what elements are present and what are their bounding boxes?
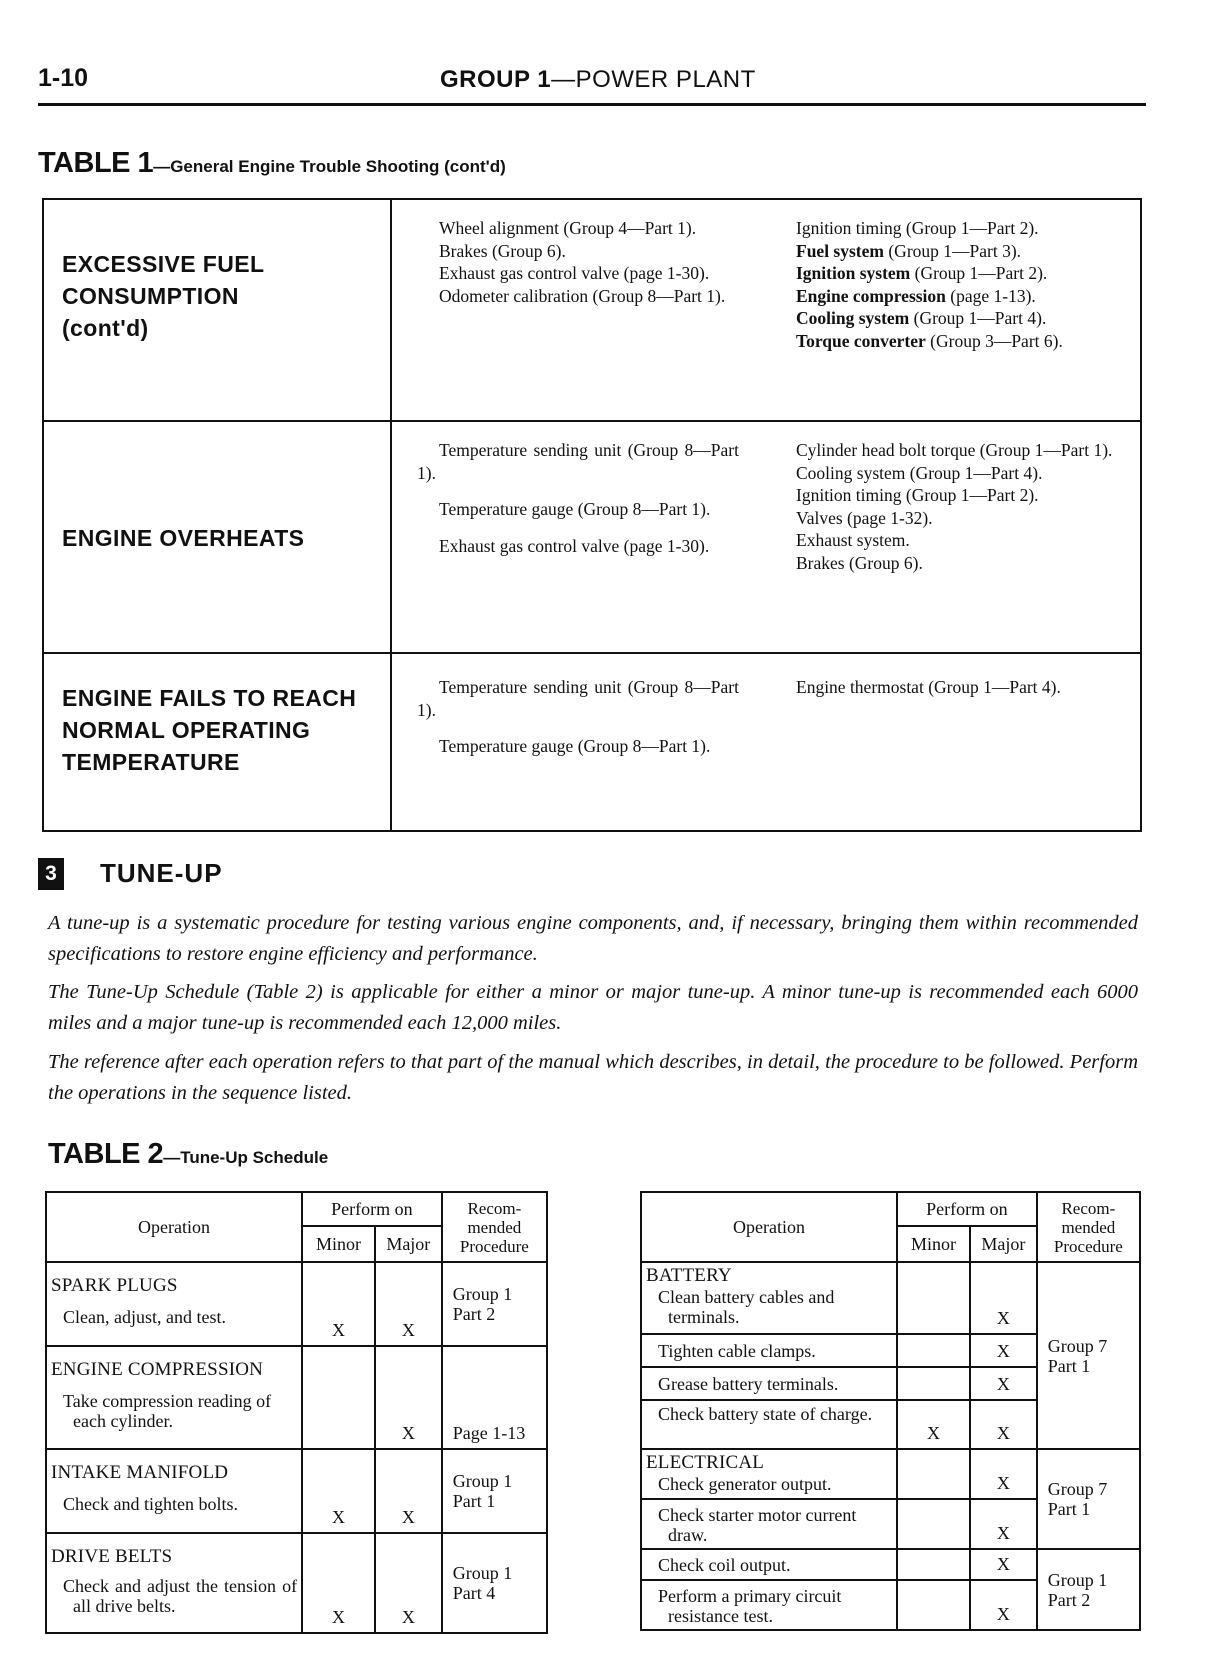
operation-cell: BATTERY Clean battery cables and terminals. <box>641 1262 897 1334</box>
operation-cell: Tighten cable clamps. <box>641 1334 897 1367</box>
operation-header: Operation <box>46 1192 302 1262</box>
table1-caption-number: TABLE 1 <box>38 147 154 179</box>
cause-item: Brakes (Group 6). <box>439 240 566 261</box>
cause-item: Cylinder head bolt torque (Group 1—Part 1). <box>796 440 1113 460</box>
procedure-cell: Group 7 Part 1 <box>1037 1449 1140 1549</box>
major-mark: X <box>970 1400 1037 1449</box>
major-mark: X <box>970 1449 1037 1499</box>
table-row <box>641 1549 1140 1580</box>
table2-caption-title: —Tune-Up Schedule <box>163 1148 329 1167</box>
minor-header: Minor <box>302 1226 375 1262</box>
tune-up-table-right <box>640 1191 1141 1631</box>
procedure-cell: Group 7 Part 1 <box>1037 1262 1140 1449</box>
operation-cell: ENGINE COMPRESSION Take compression reading of each cylinder. <box>46 1346 302 1449</box>
cause-item: Engine thermostat (Group 1—Part 4). <box>796 677 1061 697</box>
major-mark: X <box>970 1580 1037 1630</box>
causes-column-1 <box>417 676 739 758</box>
major-mark: X <box>970 1499 1037 1549</box>
tune-up-table-left <box>45 1191 548 1634</box>
procedure-cell: Group 1 Part 2 <box>1037 1549 1140 1630</box>
cause-item: Valves (page 1-32). <box>796 507 933 528</box>
intro-paragraph: A tune-up is a systematic procedure for testing various engine components, and, if necessary, bringing them within recommended specifications to restore engine efficiency and performance. <box>48 912 1138 965</box>
procedure-header: Recom- mended Procedure <box>1037 1192 1140 1262</box>
cause-item: Temperature gauge (Group 8—Part 1). <box>439 499 711 519</box>
group-label: GROUP 1 <box>440 66 552 93</box>
table-row <box>46 1533 547 1633</box>
operation-cell: Check battery state of charge. <box>641 1400 897 1449</box>
major-header: Major <box>970 1226 1037 1262</box>
procedure-cell: Group 1 Part 2 <box>442 1262 547 1346</box>
operation-cell: ELECTRICAL Check generator output. <box>641 1449 897 1499</box>
cause-item: Cooling system (Group 1—Part 4). <box>796 462 1043 483</box>
major-mark: X <box>970 1334 1037 1367</box>
condition-label: ENGINE OVERHEATS <box>62 525 305 551</box>
operation-cell: Grease battery terminals. <box>641 1367 897 1400</box>
reference-paragraph: The reference after each operation refers to that part of the manual which describes, in detail, the procedure to be followed. Perform the operations in the sequence listed. <box>48 1051 1138 1104</box>
condition-cell <box>44 200 392 420</box>
cause-item: Engine compression (page 1-13). <box>796 285 1036 306</box>
procedure-cell: Group 1 Part 4 <box>442 1533 547 1633</box>
table-row <box>46 1346 547 1449</box>
major-mark: X <box>375 1346 442 1449</box>
condition-cell <box>44 654 392 830</box>
major-mark: X <box>970 1262 1037 1334</box>
cause-item: Temperature sending unit (Group 8—Part 1). <box>417 440 739 483</box>
table1-caption-title: —General Engine Trouble Shooting (cont'd) <box>153 157 506 176</box>
cause-item: Ignition system (Group 1—Part 2). <box>796 263 1048 283</box>
page-number: 1-10 <box>38 64 89 92</box>
condition-label: ENGINE FAILS TO REACH NORMAL OPERATING TEMPERATURE <box>62 685 357 775</box>
section-number-badge: 3 <box>38 858 64 890</box>
procedure-header: Recom- mended Procedure <box>442 1192 547 1262</box>
table-row <box>44 200 1140 422</box>
cause-item: Wheel alignment (Group 4—Part 1). <box>439 218 697 238</box>
cause-item: Odometer calibration (Group 8—Part 1). <box>439 285 726 306</box>
cause-item: Fuel system (Group 1—Part 3). <box>796 240 1022 261</box>
minor-mark <box>897 1580 970 1630</box>
table-row <box>46 1449 547 1533</box>
schedule-paragraph: The Tune-Up Schedule (Table 2) is applicable for either a minor or major tune-up. A minor tune-up is recommended each 6000 miles and a major tune-up is recommended each 12,000 miles. <box>48 981 1138 1034</box>
group-name: —POWER PLANT <box>551 66 756 93</box>
major-mark: X <box>375 1449 442 1533</box>
minor-mark: X <box>302 1449 375 1533</box>
major-header: Major <box>375 1226 442 1262</box>
minor-mark <box>897 1499 970 1549</box>
cause-item: Exhaust gas control valve (page 1-30). <box>439 535 710 556</box>
cause-item: Temperature sending unit (Group 8—Part 1). <box>417 677 739 720</box>
operation-cell: INTAKE MANIFOLD Check and tighten bolts. <box>46 1449 302 1533</box>
major-mark: X <box>970 1549 1037 1580</box>
causes-column-2 <box>774 676 1114 699</box>
minor-mark: X <box>897 1400 970 1449</box>
cause-item: Exhaust system. <box>796 530 910 550</box>
operation-cell: SPARK PLUGS Clean, adjust, and test. <box>46 1262 302 1346</box>
minor-mark: X <box>302 1262 375 1346</box>
table2-caption <box>48 1138 328 1171</box>
minor-mark <box>897 1449 970 1499</box>
cause-item: Ignition timing (Group 1—Part 2). <box>796 485 1039 505</box>
causes-column-2 <box>774 217 1114 352</box>
table-row <box>44 654 1140 830</box>
trouble-shooting-table <box>42 198 1142 832</box>
condition-label: EXCESSIVE FUEL CONSUMPTION (cont'd) <box>62 251 265 341</box>
minor-mark <box>897 1334 970 1367</box>
perform-on-header: Perform on <box>897 1192 1037 1226</box>
table-row <box>641 1449 1140 1499</box>
causes-column-2 <box>774 439 1114 574</box>
perform-on-header: Perform on <box>302 1192 442 1226</box>
procedure-cell: Group 1 Part 1 <box>442 1449 547 1533</box>
operation-cell: Check coil output. <box>641 1549 897 1580</box>
causes-column-1 <box>417 439 739 557</box>
causes-column-1 <box>417 217 739 307</box>
minor-mark <box>897 1549 970 1580</box>
major-mark: X <box>375 1262 442 1346</box>
cause-item: Brakes (Group 6). <box>796 552 923 573</box>
cause-item: Exhaust gas control valve (page 1-30). <box>439 263 710 283</box>
cause-item: Temperature gauge (Group 8—Part 1). <box>439 736 711 756</box>
major-mark: X <box>375 1533 442 1633</box>
minor-mark: X <box>302 1533 375 1633</box>
operation-cell: Perform a primary circuit resistance test. <box>641 1580 897 1630</box>
procedure-cell: Page 1-13 <box>442 1346 547 1449</box>
operation-cell: Check starter motor current draw. <box>641 1499 897 1549</box>
table-row <box>44 422 1140 654</box>
minor-header: Minor <box>897 1226 970 1262</box>
major-mark: X <box>970 1367 1037 1400</box>
running-header <box>440 66 756 94</box>
minor-mark <box>302 1346 375 1449</box>
table-row <box>641 1262 1140 1334</box>
cause-item: Ignition timing (Group 1—Part 2). <box>796 218 1039 238</box>
cause-item: Cooling system (Group 1—Part 4). <box>796 308 1047 328</box>
condition-cell <box>44 422 392 652</box>
minor-mark <box>897 1367 970 1400</box>
minor-mark <box>897 1262 970 1334</box>
section-title: TUNE-UP <box>100 858 223 888</box>
table2-caption-number: TABLE 2 <box>48 1138 164 1170</box>
table-row <box>46 1262 547 1346</box>
header-rule <box>38 103 1146 106</box>
operation-header: Operation <box>641 1192 897 1262</box>
operation-cell: DRIVE BELTS Check and adjust the tension of all drive belts. <box>46 1533 302 1633</box>
table1-caption <box>38 147 506 180</box>
cause-item: Torque converter (Group 3—Part 6). <box>796 330 1063 351</box>
